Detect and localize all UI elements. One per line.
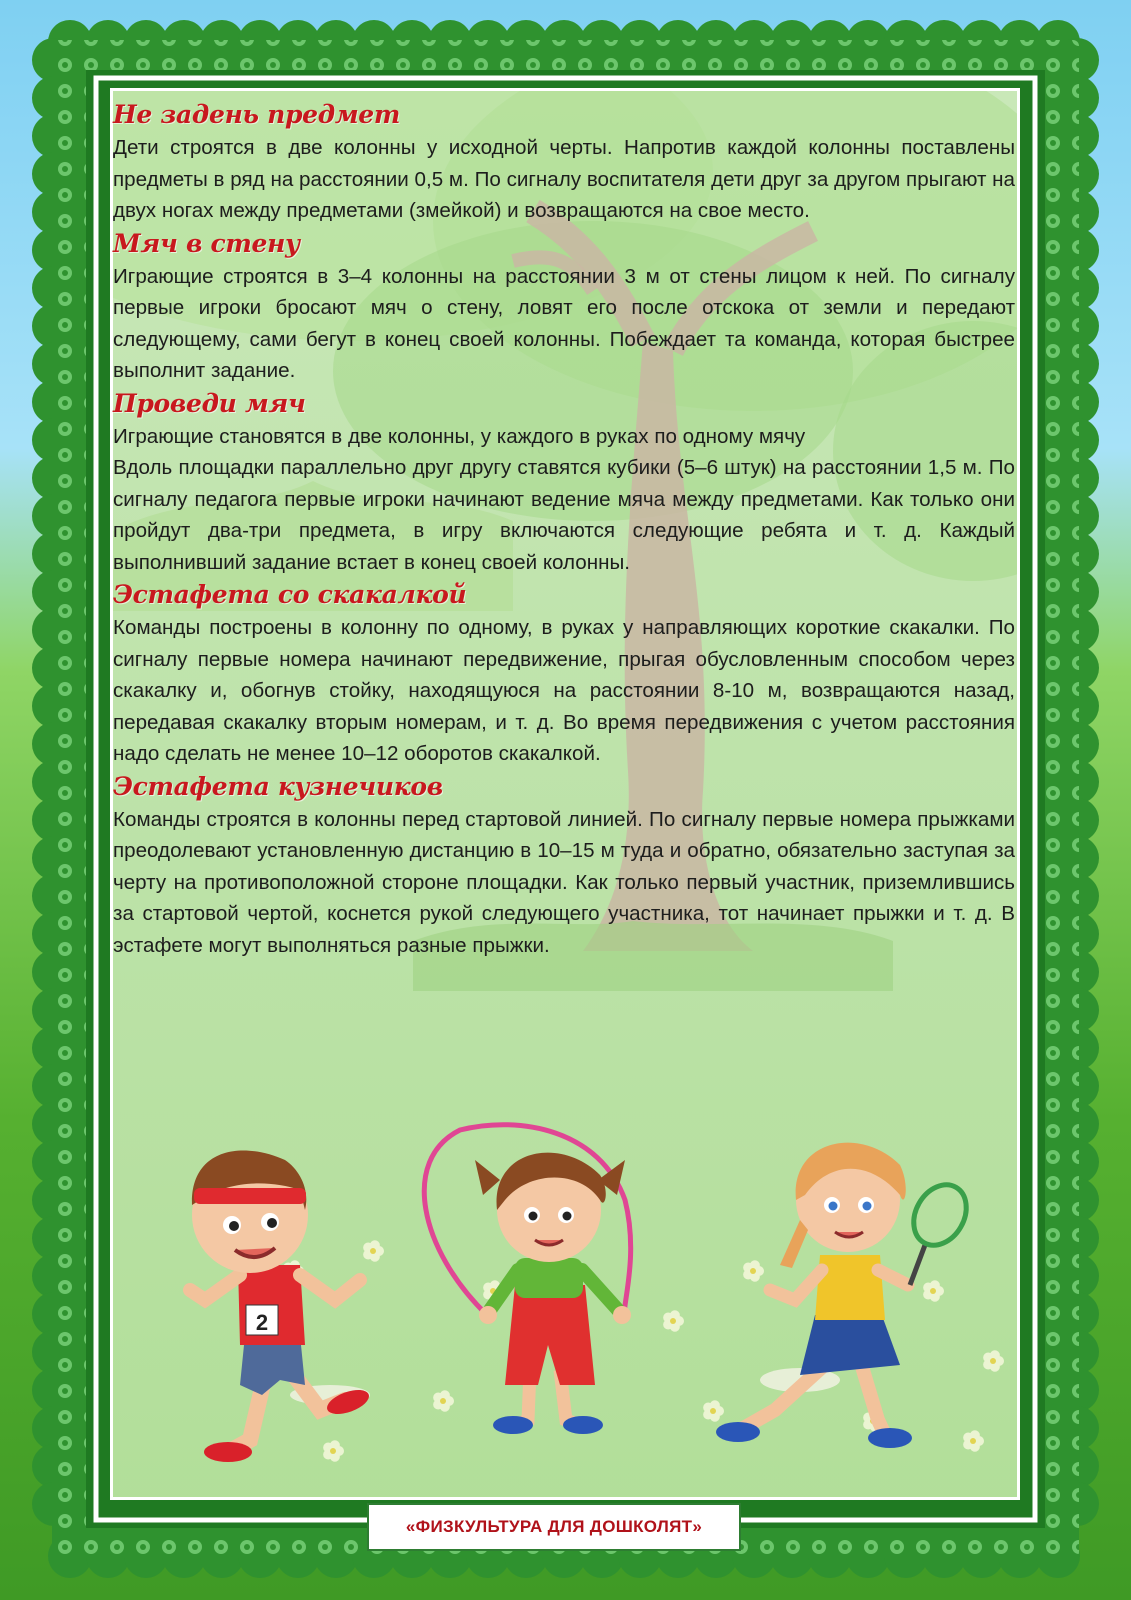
section-text-provedi-myach-intro: Играющие становятся в две колонны, у каждого в руках по одному мячу — [113, 424, 806, 448]
runner-bib-number: 2 — [255, 1310, 269, 1335]
tennis-girl-figure — [716, 1143, 977, 1448]
footer-label: «ФИЗКУЛЬТУРА ДЛЯ ДОШКОЛЯТ» — [405, 1517, 703, 1536]
footer-badge — [367, 1503, 741, 1551]
section-text-myach-v-stenu: Играющие строятся в 3–4 колонны на расстоянии 3 м от стены лицом к ней. По сигналу первые игроки бросают мяч о стену, ловят его после отскока от земли и передают следующему, сами бегут в конец своей колонны. Побеждает та команда, которая быстрее выполнит задание. — [113, 264, 1015, 382]
section-title-myach-v-stenu: Мяч в стену — [113, 228, 300, 258]
jump-rope-girl-figure — [424, 1125, 631, 1434]
section-text-estafeta-skakalka: Команды построены в колонну по одному, в руках у направляющих короткие скакалки. По сигналу первые номера начинают передвижение, прыгая обусловленным способом через скакалку и, обогнув стойку, находящуюся на расстоянии 8-10 м, возвращаются назад, передавая скакалку вторым номерам, и т. д. Во время передвижения с учетом расстояния надо сделать не менее 10–12 оборотов скакалкой. — [113, 616, 1015, 765]
section-text-ne-zaden: Дети строятся в две колонны у исходной черты. Напротив каждой колонны поставлены предметы в ряд на расстоянии 0,5 м. По сигналу воспитателя дети друг за другом прыгают на двух ногах между предметами (змейкой) и возвращаются на свое место. — [113, 136, 1015, 222]
section-title-provedi-myach: Проведи мяч — [113, 388, 306, 418]
section-title-estafeta-skakalka: Эстафета со скакалкой — [113, 580, 467, 609]
section-title-estafeta-kuznechikov: Эстафета кузнечиков — [113, 771, 443, 801]
section-text-estafeta-kuznechikov: Команды строятся в колонны перед стартовой линией. По сигналу первые номера прыжками преодолевают установленную дистанцию в 10–15 м туда и обратно, обязательно заступая за черту на противоположной стороне площадки. Как только первый участник, приземлившись за стартовой чертой, коснется рукой следующего участника, тот начинает прыжки и т. д. В эстафете могут выполняться разные прыжки. — [113, 807, 1015, 957]
section-title-ne-zaden: Не задень предмет — [113, 100, 401, 129]
section-text-provedi-myach: Вдоль площадки параллельно друг другу ставятся кубики (5–6 штук) на расстоянии 1,5 м. По сигналу педагога первые игроки начинают ведение мяча между предметами. Как только они пройдут два-три предмета, в игру включаются следующие ребята и т. д. Каждый выполнивший задание встает в конец своей колонны. — [113, 456, 1015, 574]
runner-boy-figure — [190, 1150, 372, 1462]
